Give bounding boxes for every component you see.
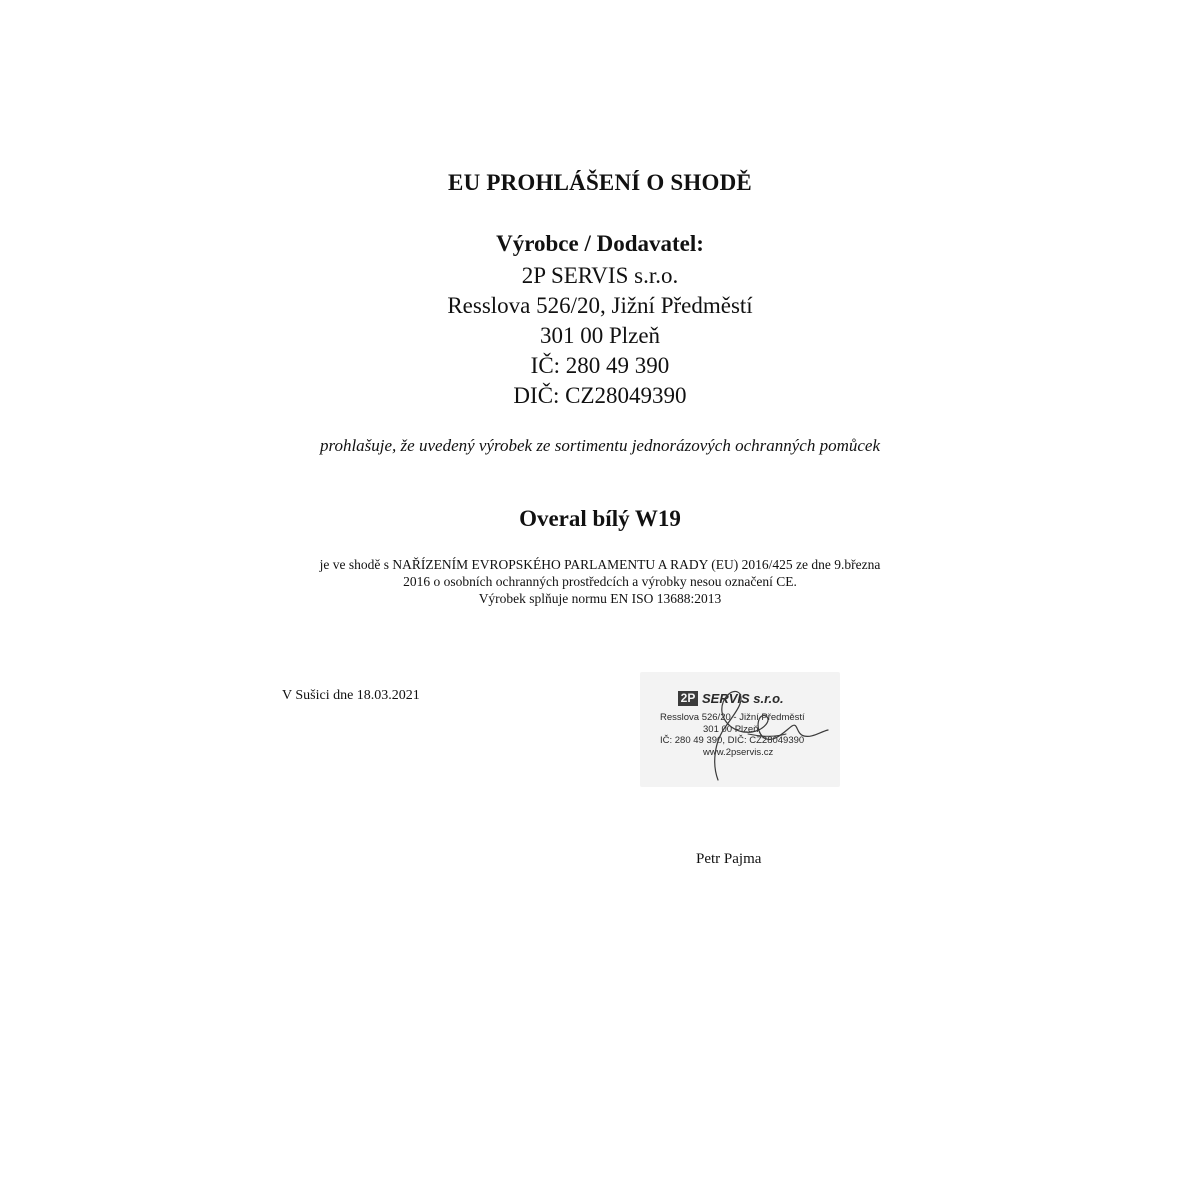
signer-name: Petr Pajma <box>696 851 762 867</box>
compliance-line-1: je ve shodě s NAŘÍZENÍM EVROPSKÉHO PARLAMENTU A RADY (EU) 2016/425 ze dne 9.března <box>319 557 881 572</box>
stamp-address-line-1: Resslova 526/20 - Jižní Předměstí <box>660 712 805 723</box>
stamp-ids: IČ: 280 49 390, DIČ: CZ28049390 <box>660 735 805 746</box>
place-and-date: V Sušici dne 18.03.2021 <box>282 688 420 703</box>
stamp-web: www.2pservis.cz <box>703 747 774 758</box>
stamp-address-line-2: 301 00 Plzeň <box>703 724 759 735</box>
declaration-text: prohlašuje, že uvedený výrobek ze sortimentu jednorázových ochranných pomůcek <box>319 436 881 455</box>
manufacturer-dic: DIČ: CZ28049390 <box>513 383 687 408</box>
manufacturer-ic: IČ: 280 49 390 <box>530 353 670 378</box>
manufacturer-details <box>0 261 1200 411</box>
stamp-company: SERVIS s.r.o. <box>702 691 784 706</box>
compliance-line-2: 2016 o osobních ochranných prostředcích a výrobky nesou označení CE. <box>403 574 797 589</box>
manufacturer-heading: Výrobce / Dodavatel: <box>496 231 704 256</box>
manufacturer-street: Resslova 526/20, Jižní Předměstí <box>447 293 753 318</box>
company-stamp <box>640 672 840 787</box>
compliance-statement <box>0 556 1200 607</box>
product-name: Overal bílý W19 <box>519 506 681 531</box>
manufacturer-company-name: 2P SERVIS s.r.o. <box>521 263 679 288</box>
stamp-logo: 2P <box>678 691 698 706</box>
manufacturer-city: 301 00 Plzeň <box>539 323 661 348</box>
handwritten-signature <box>640 672 840 787</box>
document-title: EU PROHLÁŠENÍ O SHODĚ <box>448 170 752 195</box>
compliance-line-3: Výrobek splňuje normu EN ISO 13688:2013 <box>478 591 722 606</box>
